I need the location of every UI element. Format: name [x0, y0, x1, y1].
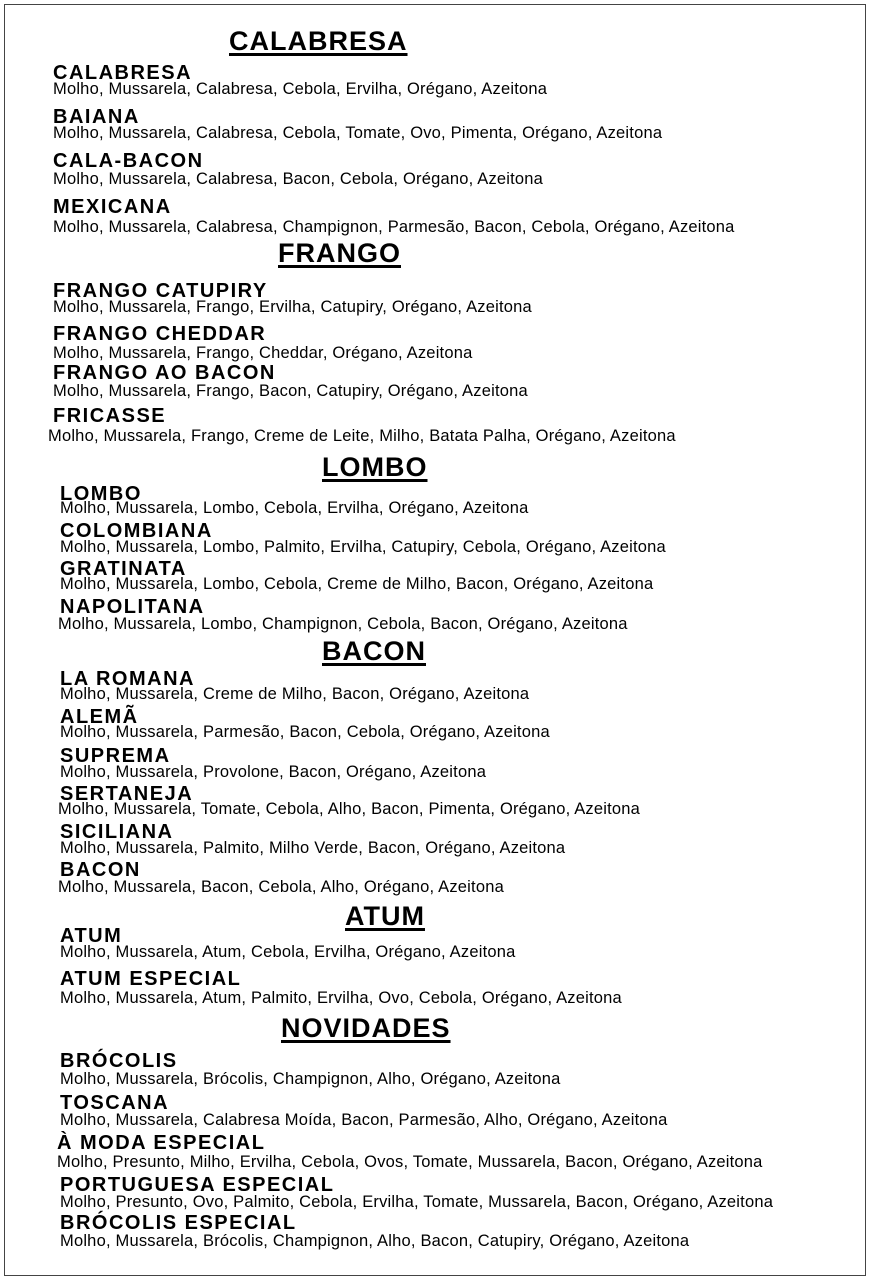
menu-item-name: SICILIANA: [60, 821, 174, 843]
menu-item-ingredients: Molho, Mussarela, Creme de Milho, Bacon, Orégano, Azeitona: [60, 685, 530, 703]
menu-item-ingredients: Molho, Mussarela, Calabresa Moída, Bacon, Parmesão, Alho, Orégano, Azeitona: [60, 1111, 668, 1129]
menu-item-name: TOSCANA: [60, 1092, 170, 1114]
menu-item-name: FRICASSE: [53, 405, 167, 427]
menu-item-name: BAIANA: [53, 106, 140, 128]
menu-item-ingredients: Molho, Mussarela, Calabresa, Bacon, Cebola, Orégano, Azeitona: [53, 170, 544, 188]
section-title-atum: ATUM: [345, 901, 425, 931]
menu-item-ingredients: Molho, Mussarela, Lombo, Palmito, Ervilha, Catupiry, Cebola, Orégano, Azeitona: [60, 538, 666, 556]
menu-item-name: NAPOLITANA: [60, 596, 205, 618]
menu-item-ingredients: Molho, Mussarela, Atum, Palmito, Ervilha, Ovo, Cebola, Orégano, Azeitona: [60, 989, 622, 1007]
menu-item-name: SERTANEJA: [60, 783, 194, 805]
menu-item-ingredients: Molho, Mussarela, Calabresa, Cebola, Ervilha, Orégano, Azeitona: [53, 80, 548, 98]
menu-item-ingredients: Molho, Mussarela, Calabresa, Champignon, Parmesão, Bacon, Cebola, Orégano, Azeitona: [53, 218, 735, 236]
section-title-bacon: BACON: [322, 636, 426, 666]
menu-item-ingredients: Molho, Presunto, Ovo, Palmito, Cebola, Ervilha, Tomate, Mussarela, Bacon, Orégano, Azeitona: [60, 1193, 774, 1211]
section-title-novidades: NOVIDADES: [281, 1013, 451, 1043]
menu-item-name: ATUM: [60, 925, 123, 947]
menu-item-name: GRATINATA: [60, 558, 187, 580]
menu-item-name: FRANGO CHEDDAR: [53, 323, 267, 345]
menu-item-ingredients: Molho, Mussarela, Frango, Bacon, Catupiry, Orégano, Azeitona: [53, 382, 528, 400]
menu-item-name: COLOMBIANA: [60, 520, 213, 542]
menu-item-name: BRÓCOLIS: [60, 1050, 178, 1072]
menu-item-ingredients: Molho, Mussarela, Frango, Ervilha, Catupiry, Orégano, Azeitona: [53, 298, 532, 316]
menu-item-ingredients: Molho, Mussarela, Provolone, Bacon, Orégano, Azeitona: [60, 763, 487, 781]
menu-item-ingredients: Molho, Mussarela, Tomate, Cebola, Alho, Bacon, Pimenta, Orégano, Azeitona: [58, 800, 641, 818]
section-title-frango: FRANGO: [278, 238, 401, 268]
menu-item-name: SUPREMA: [60, 745, 171, 767]
menu-item-ingredients: Molho, Mussarela, Frango, Cheddar, Orégano, Azeitona: [53, 344, 473, 362]
menu-item-ingredients: Molho, Mussarela, Frango, Creme de Leite, Milho, Batata Palha, Orégano, Azeitona: [48, 427, 676, 445]
menu-item-name: ALEMÃ: [60, 706, 139, 728]
menu-item-name: BACON: [60, 859, 141, 881]
menu-item-ingredients: Molho, Mussarela, Brócolis, Champignon, Alho, Orégano, Azeitona: [60, 1070, 561, 1088]
menu-item-name: FRANGO CATUPIRY: [53, 280, 268, 302]
menu-item-ingredients: Molho, Mussarela, Calabresa, Cebola, Tomate, Ovo, Pimenta, Orégano, Azeitona: [53, 124, 663, 142]
section-title-calabresa: CALABRESA: [229, 26, 408, 56]
menu-item-name: LOMBO: [60, 483, 142, 505]
menu-item-name: MEXICANA: [53, 196, 172, 218]
menu-item-name: PORTUGUESA ESPECIAL: [60, 1174, 335, 1196]
menu-item-ingredients: Molho, Mussarela, Bacon, Cebola, Alho, Orégano, Azeitona: [58, 878, 504, 896]
menu-item-name: CALA-BACON: [53, 150, 204, 172]
menu-item-name: LA ROMANA: [60, 668, 195, 690]
section-title-lombo: LOMBO: [322, 452, 428, 482]
menu-item-ingredients: Molho, Mussarela, Parmesão, Bacon, Cebola, Orégano, Azeitona: [60, 723, 550, 741]
menu-item-name: À MODA ESPECIAL: [57, 1132, 266, 1154]
menu-item-ingredients: Molho, Mussarela, Lombo, Cebola, Creme de Milho, Bacon, Orégano, Azeitona: [60, 575, 654, 593]
menu-item-ingredients: Molho, Mussarela, Lombo, Cebola, Ervilha, Orégano, Azeitona: [60, 499, 529, 517]
menu-item-ingredients: Molho, Mussarela, Palmito, Milho Verde, Bacon, Orégano, Azeitona: [60, 839, 566, 857]
menu-item-name: BRÓCOLIS ESPECIAL: [60, 1212, 297, 1234]
menu-item-name: FRANGO AO BACON: [53, 362, 276, 384]
menu-item-ingredients: Molho, Mussarela, Lombo, Champignon, Cebola, Bacon, Orégano, Azeitona: [58, 615, 628, 633]
menu-item-name: CALABRESA: [53, 62, 193, 84]
menu-item-ingredients: Molho, Mussarela, Atum, Cebola, Ervilha, Orégano, Azeitona: [60, 943, 516, 961]
menu-item-name: ATUM ESPECIAL: [60, 968, 242, 990]
menu-item-ingredients: Molho, Presunto, Milho, Ervilha, Cebola, Ovos, Tomate, Mussarela, Bacon, Orégano, Azeitona: [57, 1153, 763, 1171]
menu-item-ingredients: Molho, Mussarela, Brócolis, Champignon, Alho, Bacon, Catupiry, Orégano, Azeitona: [60, 1232, 690, 1250]
